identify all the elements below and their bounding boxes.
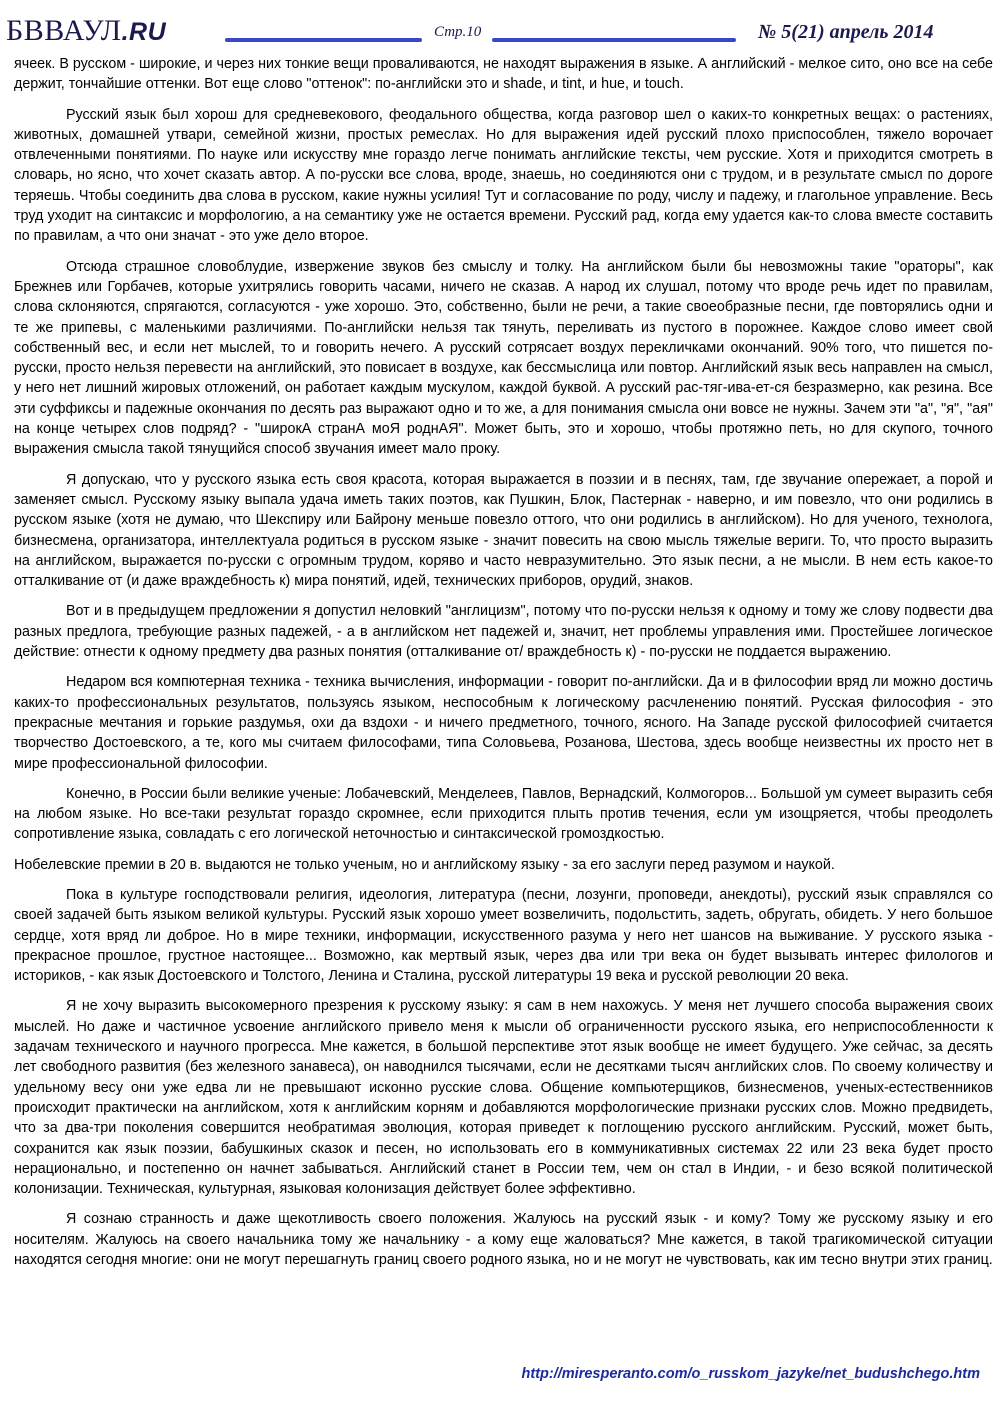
header-rule-left <box>225 38 422 42</box>
source-link[interactable]: http://miresperanto.com/o_russkom_jazyke/net_budushchego.htm <box>521 1366 980 1382</box>
paragraph: Нобелевские премии в 20 в. выдаются не только ученым, но и английскому языку - за его заслуги перед разумом и наукой. <box>14 856 835 873</box>
paragraph: Недаром вся компютерная техника - техника вычисления, информации - говорит по-английски. Да и в философии вряд ли можно достичь каких-то профессиональных результатов, пользуясь языком, неспособным к логическому расчленению понятий. Русская философия - это прекрасные мечтания и горькие раздумья, охи да вздохи - и ничего предметного, точного, ясного. На Западе русской философией считается творчество Достоевского, а те, кого мы считаем философами, типа Соловьева, Розанова, Шестова, здесь вообще неизвестны их просто нет в мире профессиональной философии. <box>14 674 993 772</box>
page-number: Стр.10 <box>434 24 482 40</box>
paragraph: Русский язык был хорош для средневекового, феодального общества, когда разговор шел о каких-то конкретных вещах: о растениях, животных, домашней утвари, семейной жизни, простых ремеслах. Но для выражения идей русский плохо приспособлен, тяжело ворочает отвлеченными понятиями. По науке или искусству мне гораздо легче понимать английские тексты, чем русские. Хотя и приходится смотреть в словарь, но ясно, что хочет сказать автор. А по-русски все слова, вроде, знаешь, но соединяются они с трудом, и в результате смысл по дороге теряешь. Чтобы соединить два слова в русском, какие нужны усилия! Тут и согласование по роду, числу и падежу, и глагольное управление. Весь труд уходит на синтаксис и морфологию, а на семантику уже не остается времени. Русский рад, когда ему удается как-то слова вместе составить по правилам, а что они значат - это уже дело второе. <box>14 106 993 245</box>
article-body <box>14 54 993 1280</box>
paragraph: Пока в культуре господствовали религия, идеология, литература (песни, лозунги, проповеди, анекдоты), русский язык справлялся со своей задачей быть языком великой культуры. Русский язык хорошо умеет возвеличить, подольстить, задеть, обругать, обидеть. У него большое сердце, хотя вряд ли доброе. Но в мире техники, информации, искусственного разума у него нет шансов на выживание. У русского языка - прекрасное прошлое, грустное настоящее... Возможно, как мертвый язык, через два или три века он будет вызывать интерес филологов и историков, - как язык Достоевского и Толстого, Ленина и Сталина, русской литературы 19 века и русской революции 20 века. <box>14 886 993 985</box>
paragraph: Вот и в предыдущем предложении я допустил неловкий "англицизм", потому что по-русски нельзя к одному и тому же слову подвести два разных предлога, требующие разных падежей, - а в английском нет падежей и, значит, нет проблемы управления ими. Простейшее логическое действие: отнести к одному предмету два разных понятия (отталкивание от/ враждебность к) - по-русски не поддается выражению. <box>14 603 993 661</box>
site-logo[interactable] <box>6 14 166 48</box>
paragraph: Я сознаю странность и даже щекотливость своего положения. Жалуюсь на русский язык - и кому? Тому же русскому языку и его носителям. Жалуюсь на своего начальника тому же начальнику - а кому еще жаловаться? Мне кажется, в такой трагикомической ситуации находятся сегодня многие: они не могут перешагнуть границ своего родного языка, но и не могут не чувствовать, как им тесно внутри этих границ. <box>14 1211 993 1269</box>
paragraph: Отсюда страшное словоблудие, извержение звуков без смыслу и толку. На английском были бы невозможны такие "ораторы", как Брежнев или Горбачев, которые ухитрялись говорить часами, ничего не сказав. А народ их слушал, потому что вроде речь идет по правилам, слова склоняются, спрягаются, согласуются - уже хорошо. Это, собственно, были не речи, а такие своеобразные песни, где повторялись одни и те же припевы, с маленькими различиями. По-английски нельзя так тянуть, переливать из пустого в порожнее. Каждое слово имеет свой собственный вес, и если нет мыслей, то и говорить нечего. А русский сотрясает воздух перекличками окончаний. 90% того, что пишется по-русски, просто нельзя перевести на английский, это повисает в воздухе, как бессмыслица или повтор. Английский язык весь направлен на смысл, у него нет лишний жировых отложений, он работает каждым мускулом, каждой буквой. А русский рас-тяг-ива-ет-ся безразмерно, как резина. Все эти суффиксы и падежные окончания по десять раз выражают одно и то же, а для понимания смысла они вовсе не нужны. Зачем эти "а", "я", "ая" на конце четырех слов подряд? - "широкА странА моЯ роднАЯ". Может быть, это и хорошо, чтобы протяжно петь, но для скупого, точного выражения смысла такой тянущийся способ звучания имеет мало проку. <box>14 258 993 458</box>
logo-suffix: .RU <box>121 18 167 46</box>
paragraph: Я не хочу выразить высокомерного презрения к русскому языку: я сам в нем нахожусь. У меня нет лучшего способа выражения своих мыслей. Но даже и частичное усвоение английского привело меня к мысли об ограниченности русского языка, его неприспособленности к задачам технического и научного прогресса. Мне кажется, в большой перспективе этот язык вообще не имеет будущего. Уже сейчас, за десять лет свободного развития (без железного занавеса), он наводнился тысячами, если не десятками тысяч английских слов. По своему количеству и удельному весу они уже едва ли не превышают исконно русские слова. Общение компьютерщиков, бизнесменов, ученых-естественников происходит практически на английском, хотя к английским корням и добавляются морфологические признаки русских слов. Можно предвидеть, что за два-три поколения совершится необратимая эволюция, которая приведет к поглощению русского английским. Русский, может быть, сохранится как язык поэзии, бабушкиных сказок и песен, но использовать его в коммуникативных системах 22 или 23 века будет просто нерационально, и постепенно он начнет забываться. Английский станет в России тем, чем он стал в Индии, - и безо всякой политической колонизации. Техническая, культурная, языковая колонизация действует более эффективно. <box>14 998 993 1198</box>
page-header <box>0 0 1000 56</box>
paragraph: ячеек. В русском - широкие, и через них тонкие вещи проваливаются, не находят выражения в языке. А английский - мелкое сито, оно все на себе держит, тончайшие оттенки. Вот еще слово "оттенок": по-английски это и shade, и tint, и hue, и touch. <box>14 56 993 93</box>
header-rule-right <box>492 38 736 42</box>
issue-label: № 5(21) апрель 2014 <box>758 21 934 43</box>
logo-text: БВВАУЛ <box>6 14 122 47</box>
paragraph: Конечно, в России были великие ученые: Лобачевский, Менделеев, Павлов, Вернадский, Колмогоров... Большой ум сумеет выразить себя на любом языке. Но все-таки результат гораздо скромнее, если приходится плыть против течения, если ум изощряется, чтобы преодолеть сопротивление языка, совладать с его логической неточностью и синтаксической громоздкостью. <box>14 785 993 843</box>
paragraph: Я допускаю, что у русского языка есть своя красота, которая выражается в поэзии и в песнях, там, где звучание опережает, а порой и заменяет смысл. Русскому языку выпала удача иметь таких поэтов, как Пушкин, Блок, Пастернак - наверно, и им повезло, что они родились в русском языке (хотя не думаю, что Шекспиру или Байрону меньше повезло оттого, что они родились в английском). Но для ученого, технолога, бизнесмена, организатора, интеллектуала родиться в русском языке - значит повесить на свою мысль тяжелые вериги. То, что просто выразить на английском, выражается по-русски с огромным трудом, коряво и часто невразумительно. Это язык песни, а не мысли. В нем есть какое-то отталкивание от (и даже враждебность к) мира понятий, идей, технических приборов, орудий, знаков. <box>14 471 993 590</box>
